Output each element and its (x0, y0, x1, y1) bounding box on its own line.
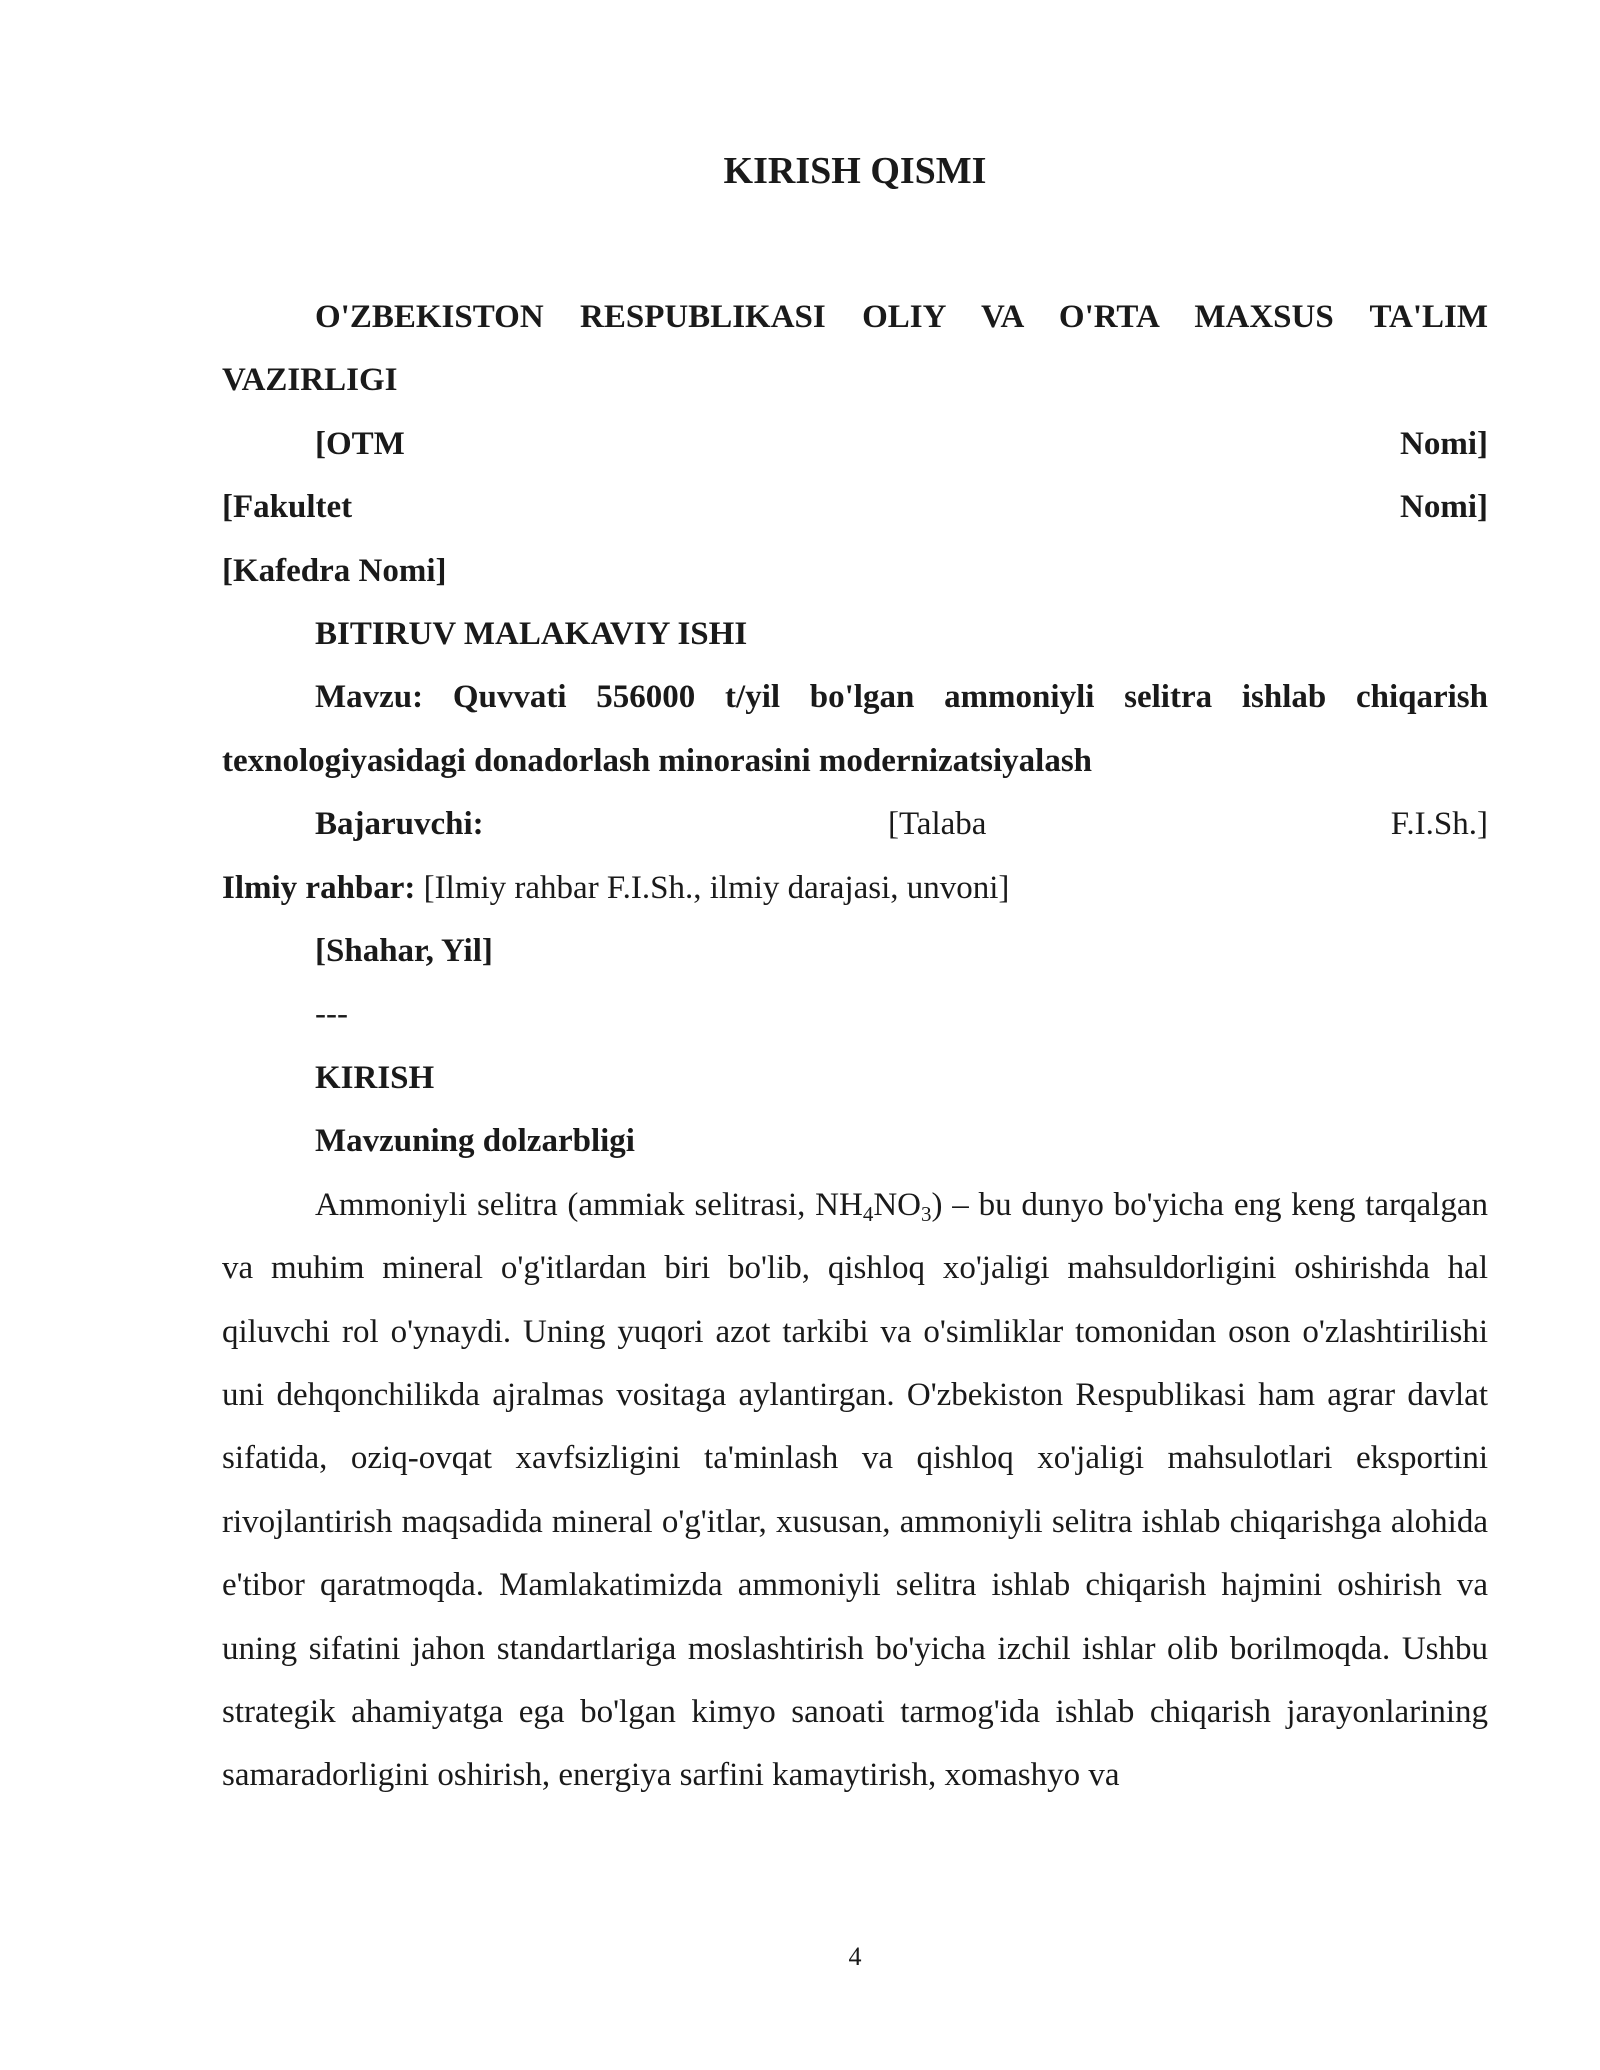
intro-heading: KIRISH (315, 1059, 435, 1096)
subscript-3: 3 (921, 1201, 932, 1226)
faculty-name: [Fakultet Nomi] (222, 489, 1488, 526)
paragraph-part-2: NO (873, 1186, 921, 1223)
title-page-content (222, 286, 1488, 1808)
performer-value: [Talaba F.I.Sh.] (887, 806, 1489, 843)
relevance-paragraph (222, 1174, 1488, 1808)
performer-label: Bajaruvchi: (315, 806, 484, 843)
page-heading: KIRISH QISMI (723, 150, 987, 192)
supervisor-label: Ilmiy rahbar: (222, 869, 416, 906)
department-name: [Kafedra Nomi] (222, 552, 447, 589)
topic-text: Quvvati 556000 t/yil bo'lgan ammoniyli selitra ishlab chiqarish texnologiyasidagi donadorlash minorasini modernizatsiyalash (222, 679, 1489, 779)
work-type: BITIRUV MALAKAVIY ISHI (315, 616, 748, 653)
topic-label: Mavzu: (315, 679, 424, 716)
separator: --- (315, 996, 348, 1033)
supervisor (222, 857, 1488, 920)
page-number: 4 (848, 1942, 862, 1971)
document-page (222, 0, 1488, 2070)
ministry-name: O'ZBEKISTON RESPUBLIKASI OLIY VA O'RTA MAXSUS TA'LIM VAZIRLIGI (222, 299, 1488, 399)
paragraph-part-3: ) – bu dunyo bo'yicha eng keng tarqalgan va muhim mineral o'g'itlardan biri bo'lib, qishloq xo'jaligi mahsuldorligini oshirishda hal qiluvchi rol o'ynaydi. Uning yuqori azot tarkibi va o'simliklar tomonidan oson o'zlashtirilishi uni dehqonchilikda ajralmas vositaga aylantirgan. O'zbekiston Respublikasi ham agrar davlat sifatida, oziq-ovqat xavfsizligini ta'minlash va qishloq xo'jaligi mahsulotlari eksportini rivojlantirish maqsadida mineral o'g'itlar, xususan, ammoniyli selitra ishlab chiqarishga alohida e'tibor qaratmoqda. Mamlakatimizda ammoniyli selitra ishlab chiqarish hajmini oshirish va uning sifatini jahon standartlariga moslashtirish bo'yicha izchil ishlar olib borilmoqda. Ushbu strategik ahamiyatga ega bo'lgan kimyo sanoati tarmog'ida ishlab chiqarish jarayonlarining samaradorligini oshirish, energiya sarfini kamaytirish, xomashyo va (222, 1186, 1488, 1794)
relevance-heading: Mavzuning dolzarbligi (315, 1123, 635, 1160)
topic (222, 666, 1488, 793)
city-year: [Shahar, Yil] (315, 933, 493, 970)
performer (222, 793, 1488, 856)
university-name: [OTM Nomi] (315, 425, 1488, 462)
paragraph-part-1: Ammoniyli selitra (ammiak selitrasi, NH (315, 1186, 863, 1223)
supervisor-value: [Ilmiy rahbar F.I.Sh., ilmiy darajasi, unvoni] (423, 869, 1010, 906)
subscript-4: 4 (862, 1201, 874, 1226)
